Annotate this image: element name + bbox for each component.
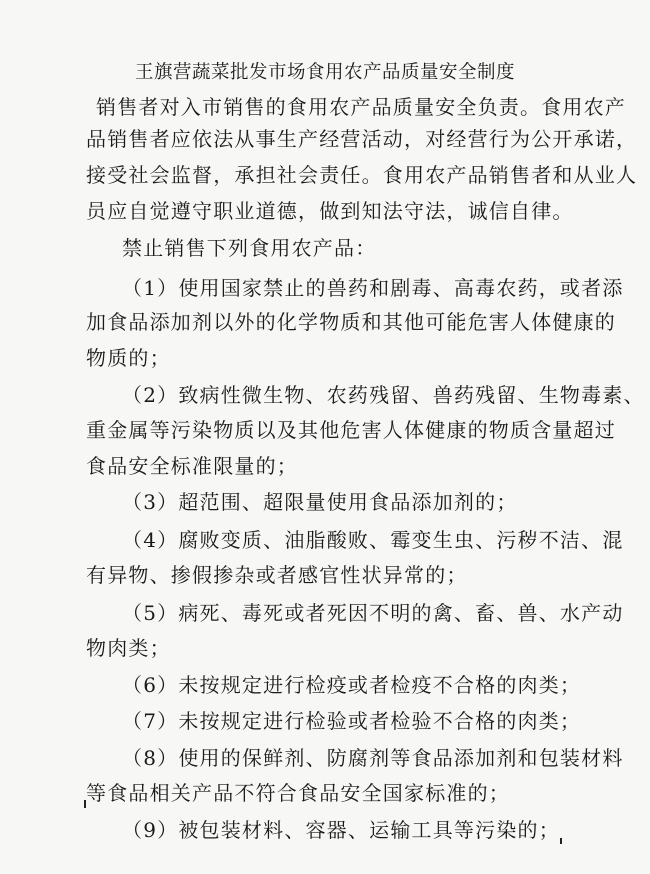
scan-mark (84, 800, 86, 808)
item-line: 加食品添加剂以外的化学物质和其他可能危害人体健康的 (86, 310, 616, 334)
item-line: （2）致病性微生物、农药残留、兽药残留、生物毒素、 (122, 383, 645, 407)
item-line: （3）超范围、超限量使用食品添加剂的； (122, 490, 518, 514)
intro-line: 销售者对入市销售的食用农产品质量安全负责。食用农产 (96, 95, 626, 119)
item-line: 有异物、掺假掺杂或者感官性状异常的； (86, 563, 468, 587)
item-line: 物质的； (86, 346, 171, 370)
item-line: （8）使用的保鲜剂、防腐剂等食品添加剂和包装材料 (122, 746, 624, 770)
intro-line: 接受社会监督，承担社会责任。食用农产品销售者和从业人 (86, 163, 638, 187)
item-line: 重金属等污染物质以及其他危害人体健康的物质含量超过 (86, 418, 616, 442)
scan-mark (560, 838, 562, 844)
item-line: （6）未按规定进行检疫或者检疫不合格的肉类； (122, 673, 582, 697)
item-line: 等食品相关产品不符合食品安全国家标准的； (86, 781, 510, 805)
prohibit-heading: 禁止销售下列食用农产品： (122, 236, 377, 260)
item-line: （1）使用国家禁止的兽药和剧毒、高毒农药，或者添 (122, 276, 624, 300)
item-line: （5）病死、毒死或者死因不明的禽、畜、兽、水产动 (122, 601, 624, 625)
item-line: （4）腐败变质、油脂酸败、霉变生虫、污秽不洁、混 (122, 528, 624, 552)
item-line: （7）未按规定进行检验或者检验不合格的肉类； (122, 709, 582, 733)
item-line: （9）被包装材料、容器、运输工具等污染的； (122, 818, 560, 842)
intro-line: 品销售者应依法从事生产经营活动，对经营行为公开承诺， (86, 127, 638, 151)
intro-line: 员应自觉遵守职业道德，做到知法守法，诚信自律。 (86, 199, 574, 223)
item-line: 物肉类； (86, 636, 171, 660)
document-title: 王旗营蔬菜批发市场食用农产品质量安全制度 (134, 62, 515, 83)
item-line: 食品安全标准限量的； (86, 454, 298, 478)
